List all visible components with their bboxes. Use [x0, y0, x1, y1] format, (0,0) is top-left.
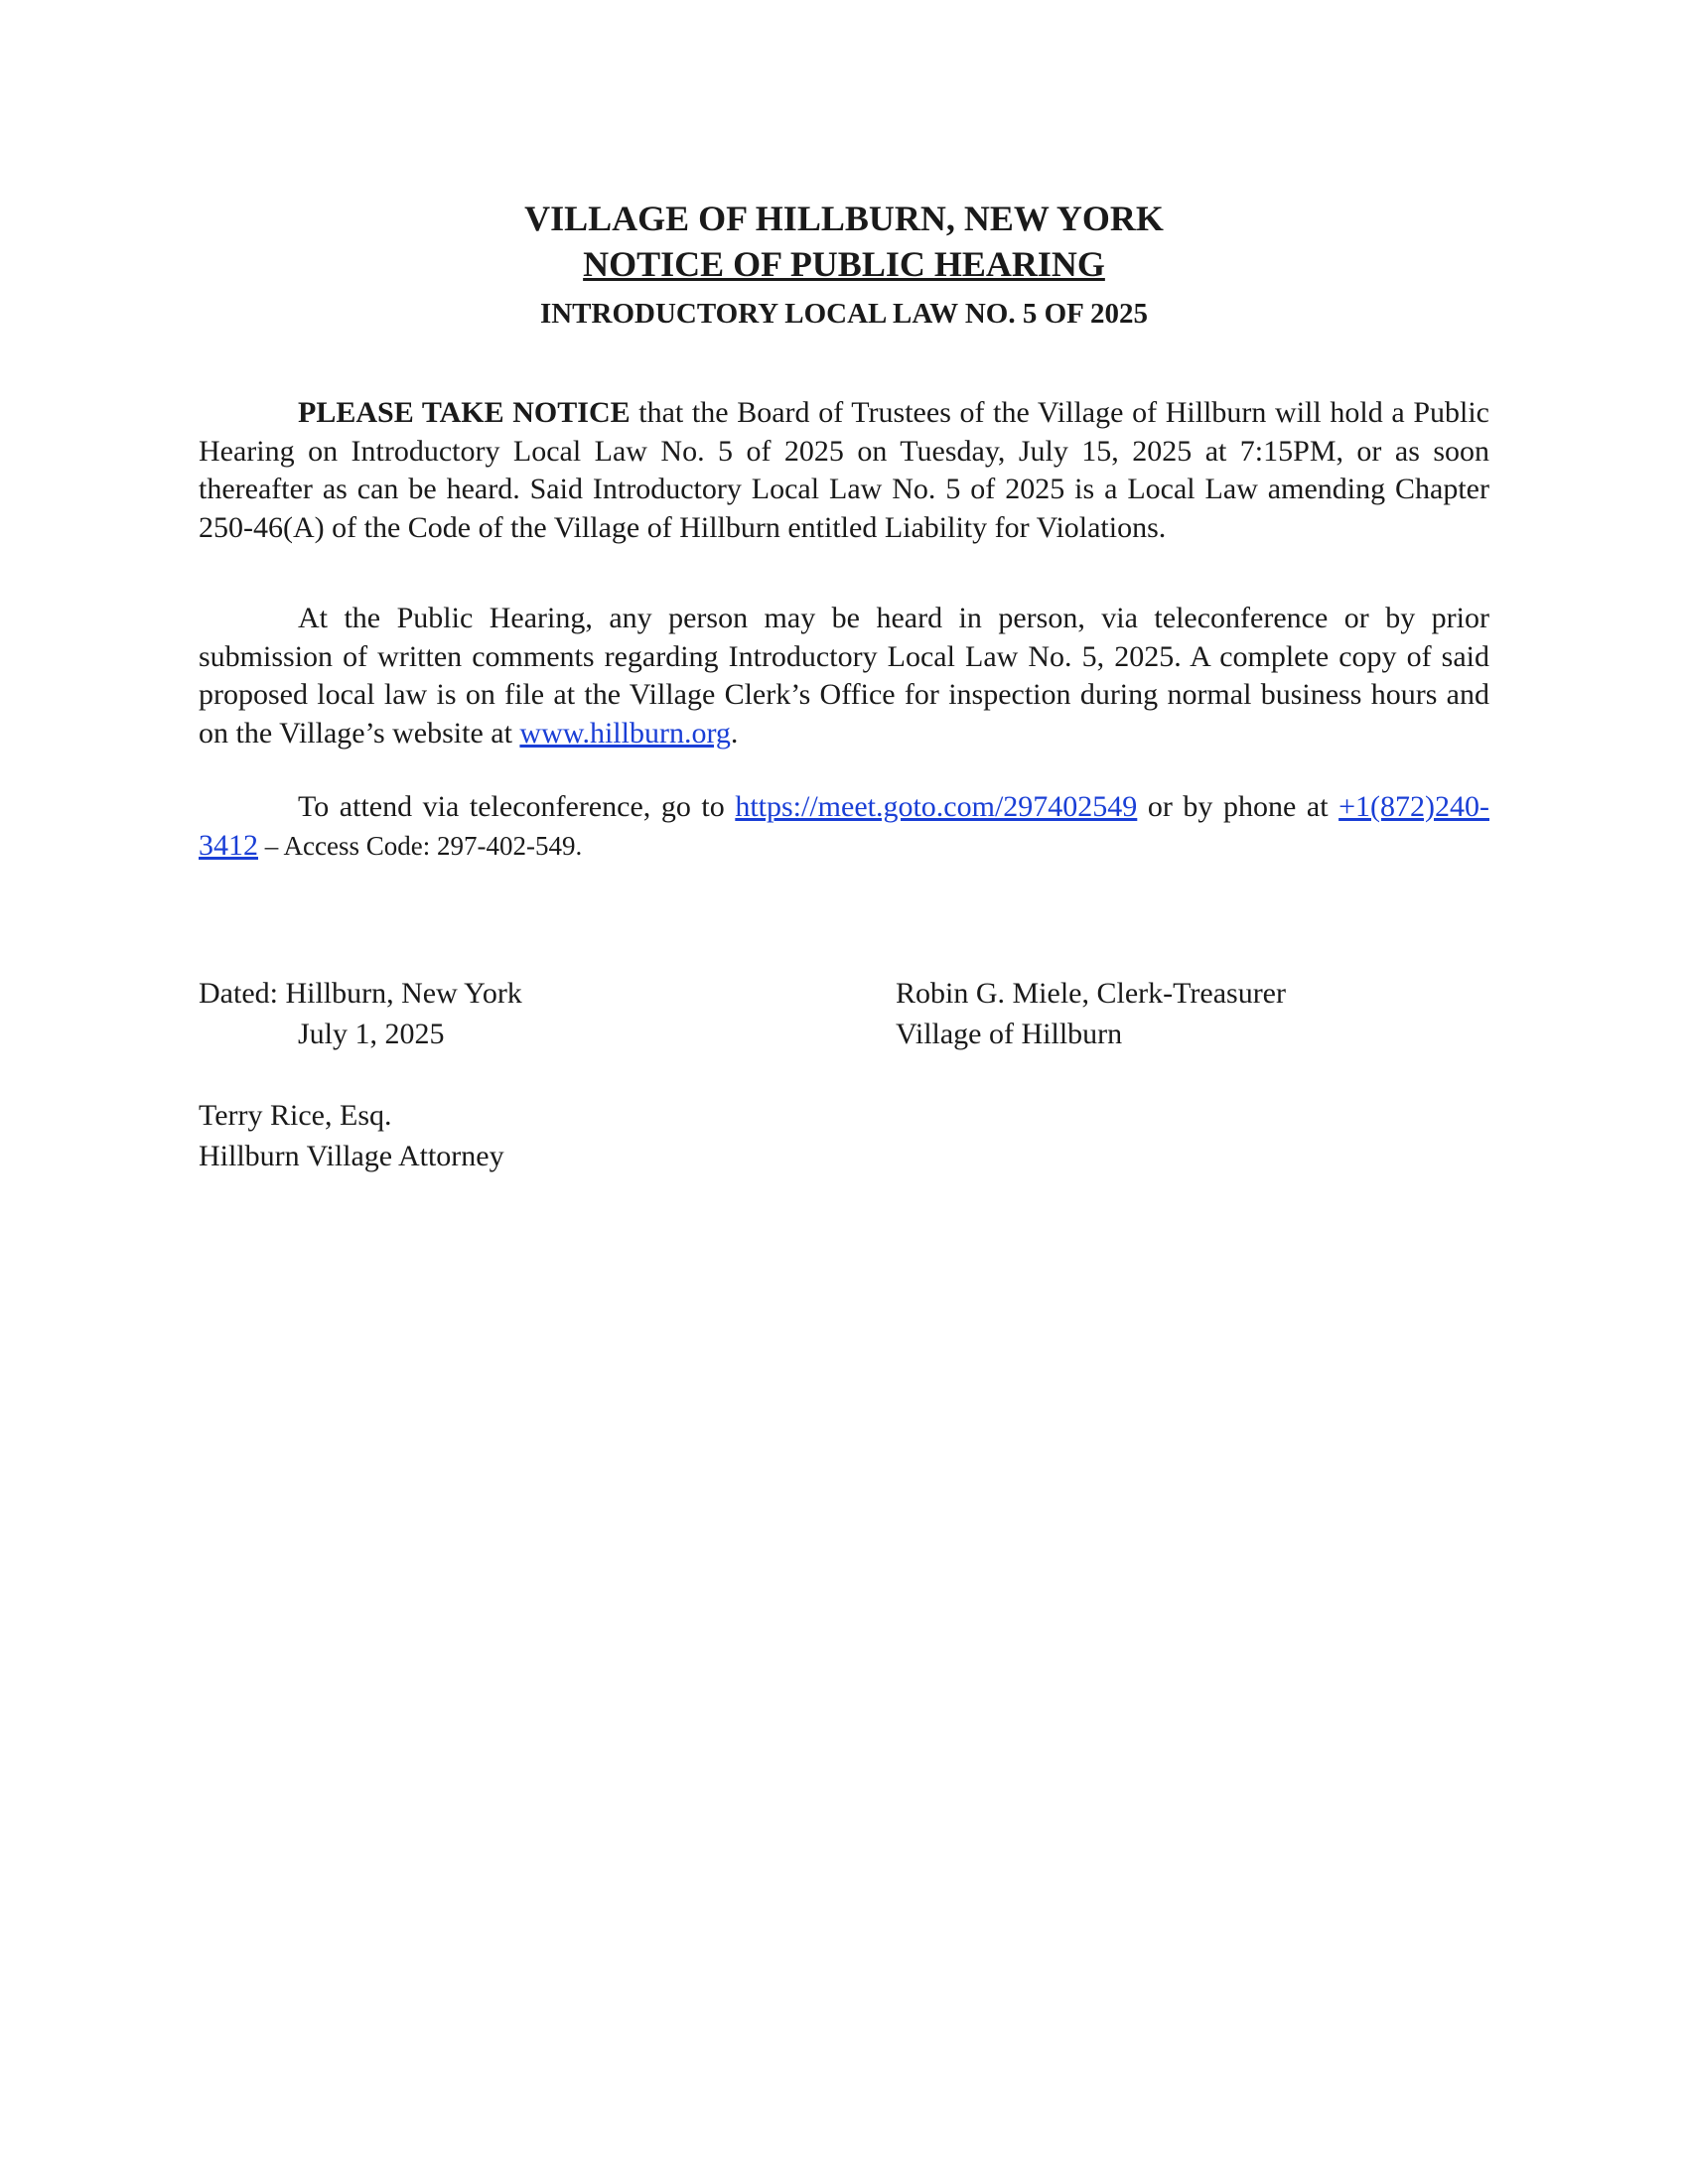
access-code: – Access Code: 297-402-549. — [258, 830, 583, 861]
meeting-link[interactable]: https://meet.goto.com/297402549 — [735, 790, 1138, 823]
phone-link[interactable]: +1(872)240-3412 — [199, 790, 1489, 862]
teleconference-middle: or by phone at — [1137, 790, 1339, 823]
village-title: VILLAGE OF HILLBURN, NEW YORK — [524, 199, 1164, 238]
hearing-paragraph-text: At the Public Hearing, any person may be heard in person, via teleconference or by prior submission of written comments regarding Introductory Local Law No. 5, 2025. A complete copy of said proposed local law is on file at the Village Clerk’s Office for inspection during normal business hours and on the Village’s website at — [199, 602, 1489, 750]
dated-location: Dated: Hillburn, New York — [199, 977, 522, 1010]
notice-paragraph-text: that the Board of Trustees of the Village of Hillburn will hold a Public Hearing on Introductory Local Law No. 5 of 2025 on Tuesday, July 15, 2025 at 7:15PM, or as soon thereafter as can be heard. Said Introductory Local Law No. 5 of 2025 is a Local Law amending Chapter 250-46(A) of the Code of the Village of Hillburn entitled Liability for Violations. — [199, 396, 1489, 544]
notice-paragraph — [199, 394, 1489, 547]
attorney-name: Terry Rice, Esq. — [199, 1099, 392, 1132]
teleconference-paragraph — [199, 788, 1489, 865]
law-title: INTRODUCTORY LOCAL LAW NO. 5 OF 2025 — [539, 298, 1149, 330]
clerk-village: Village of Hillburn — [896, 1018, 1123, 1050]
website-link[interactable]: www.hillburn.org — [519, 716, 731, 750]
clerk-name: Robin G. Miele, Clerk-Treasurer — [896, 977, 1286, 1010]
attorney-title: Hillburn Village Attorney — [199, 1140, 504, 1172]
hearing-paragraph-end: . — [730, 716, 739, 750]
notice-lead: PLEASE TAKE NOTICE — [298, 396, 631, 429]
notice-title: NOTICE OF PUBLIC HEARING — [583, 244, 1105, 284]
teleconference-text: To attend via teleconference, go to — [298, 790, 736, 823]
dated-date: July 1, 2025 — [298, 1018, 445, 1050]
hearing-paragraph — [199, 600, 1489, 752]
